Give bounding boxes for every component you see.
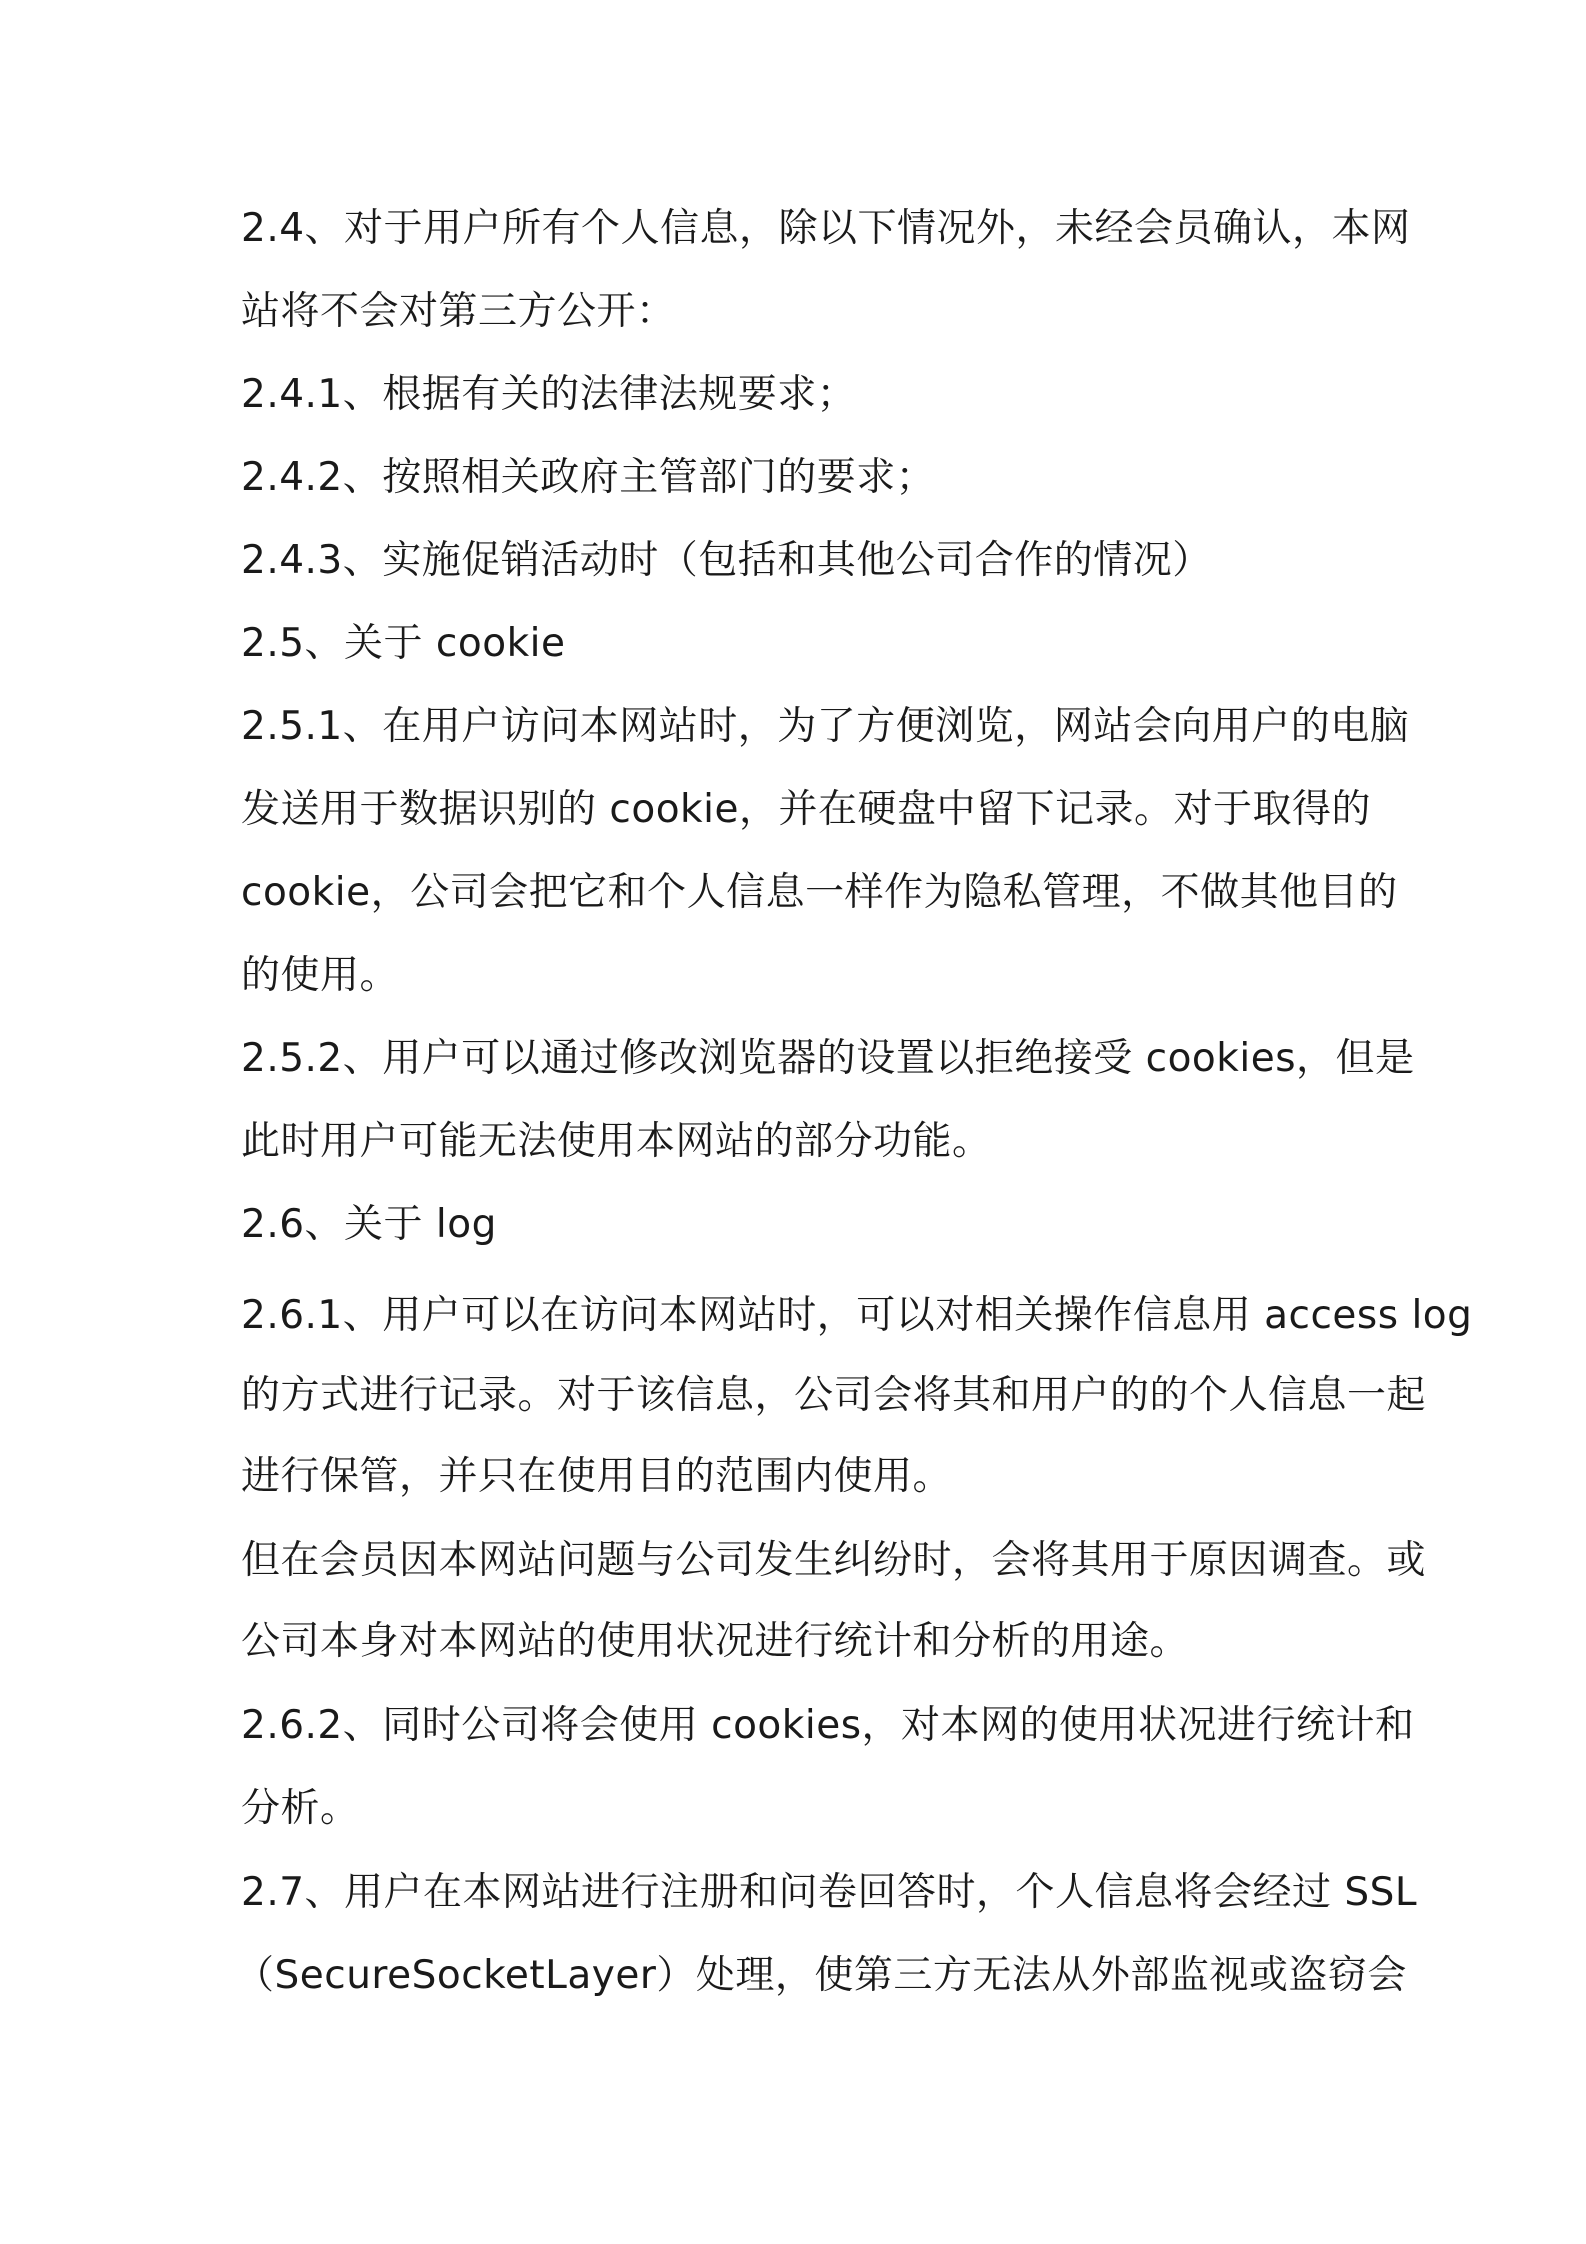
paragraph-2-6-1-line-5: 公司本身对本网站的使用状况进行统计和分析的用途。: [241, 1619, 1190, 1664]
paragraph-2-6-1-line-1: 2.6.1、用户可以在访问本网站时，可以对相关操作信息用 access log: [241, 1293, 1473, 1338]
heading-2-6: 2.6、关于 log: [241, 1202, 497, 1247]
paragraph-2-7-line-1: 2.7、用户在本网站进行注册和问卷回答时，个人信息将会经过 SSL: [241, 1870, 1418, 1915]
paragraph-2-5-2-line-2: 此时用户可能无法使用本网站的部分功能。: [241, 1119, 992, 1164]
paragraph-2-4-line-1: 2.4、对于用户所有个人信息，除以下情况外，未经会员确认，本网: [241, 206, 1411, 251]
paragraph-2-6-2-line-1: 2.6.2、同时公司将会使用 cookies，对本网的使用状况进行统计和: [241, 1703, 1415, 1748]
paragraph-2-5-1-line-2: 发送用于数据识别的 cookie，并在硬盘中留下记录。对于取得的: [241, 787, 1371, 832]
paragraph-2-5-2-line-1: 2.5.2、用户可以通过修改浏览器的设置以拒绝接受 cookies，但是: [241, 1036, 1415, 1081]
paragraph-2-5-1-line-1: 2.5.1、在用户访问本网站时，为了方便浏览，网站会向用户的电脑: [241, 704, 1410, 749]
paragraph-2-6-1-line-3: 进行保管，并只在使用目的范围内使用。: [241, 1454, 953, 1499]
paragraph-2-5-1-line-4: 的使用。: [241, 953, 400, 998]
paragraph-2-6-2-line-2: 分析。: [241, 1786, 360, 1831]
heading-2-5: 2.5、关于 cookie: [241, 621, 566, 666]
paragraph-2-6-1-line-2: 的方式进行记录。对于该信息，公司会将其和用户的的个人信息一起: [241, 1373, 1427, 1418]
paragraph-2-4-line-2: 站将不会对第三方公开：: [241, 289, 676, 334]
item-2-4-2: 2.4.2、按照相关政府主管部门的要求；: [241, 455, 936, 500]
paragraph-2-5-1-line-3: cookie，公司会把它和个人信息一样作为隐私管理，不做其他目的: [241, 870, 1398, 915]
item-2-4-1: 2.4.1、根据有关的法律法规要求；: [241, 372, 857, 417]
item-2-4-3: 2.4.3、实施促销活动时（包括和其他公司合作的情况）: [241, 538, 1212, 583]
paragraph-2-6-1-line-4: 但在会员因本网站问题与公司发生纠纷时，会将其用于原因调查。或: [241, 1538, 1427, 1583]
paragraph-2-7-line-2: （SecureSocketLayer）处理，使第三方无法从外部监视或盗窃会: [235, 1953, 1407, 1998]
